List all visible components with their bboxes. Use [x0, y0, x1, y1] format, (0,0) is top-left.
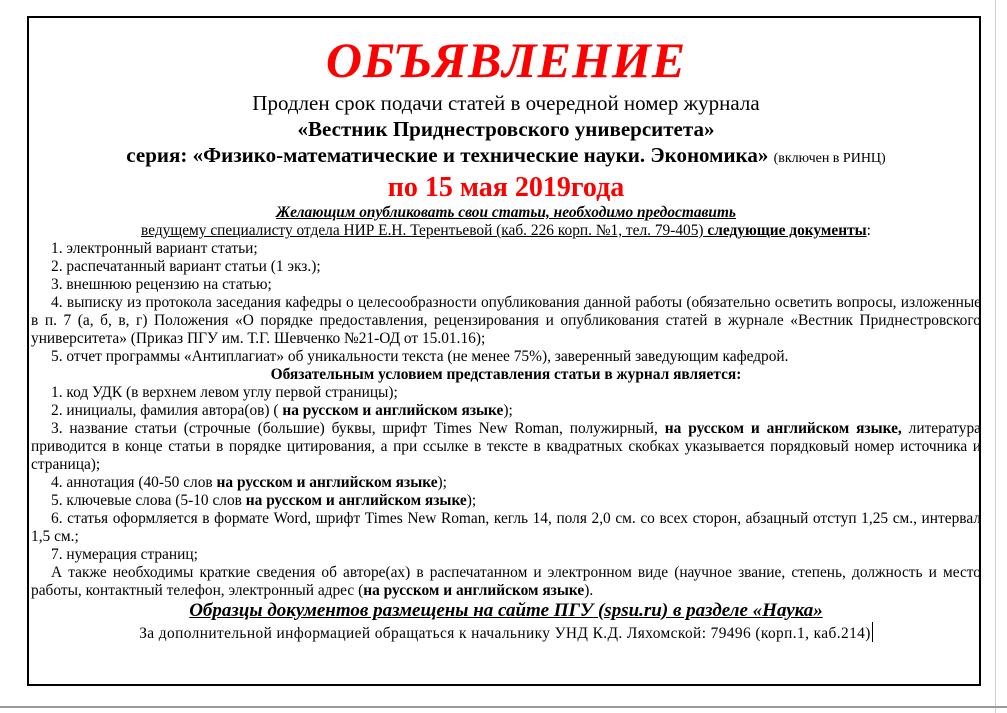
condition-item: 1. код УДК (в верхнем левом углу первой страницы); — [51, 384, 398, 401]
condition-item — [31, 420, 981, 474]
list-item: 4. выписку из протокола заседания кафедры о целесообразности опубликования данной работы (обязательно осветить вопросы, изложенные в п. 7 (а, б, в, г) Положения «О порядке предоставления, рецензирования и опубликования статей в журнале «Вестник Приднестровского университета» (Приказ ПГУ им. Т.Г. Шевченко №21-ОД от 15.01.16); — [31, 294, 981, 347]
condition-item — [31, 492, 981, 510]
series-name: серия: «Физико-математические и технические науки. Экономика» — [126, 143, 769, 167]
deadline: по 15 мая 2019года — [387, 172, 625, 203]
condition-lang: на русском и английском языке — [245, 492, 467, 509]
condition-text: 2. инициалы, фамилия автора(ов) ( — [51, 402, 283, 419]
condition-lang: на русском и английском языке — [282, 402, 504, 419]
list-item: 5. отчет программы «Антиплагиат» об уникальности текста (не менее 75%), заверенный заведующим кафедрой. — [51, 348, 789, 365]
requirements-addressee — [31, 222, 981, 240]
requirements-heading: Желающим опубликовать свои статьи, необходимо предоставить — [276, 204, 736, 221]
page-edge-right — [995, 0, 996, 713]
addressee-tail: следующие документы — [703, 222, 867, 239]
announcement-content — [31, 18, 981, 645]
samples-notice: Образцы документов размещены на сайте ПГУ (spsu.ru) в разделе «Наука» — [189, 600, 823, 621]
contact-text: За дополнительной информацией обращаться к начальнику УНД К.Д. Ляхомской: 79496 (корп.1, каб.214) — [139, 625, 871, 642]
additional-text: А также необходимы краткие сведения об авторе(ах) в распечатанном и электронном виде (научное звание, степень, должность и место работы, контактный телефон, электронный адрес ( — [31, 564, 981, 599]
addressee-text: ведущему специалисту отдела НИР Е.Н. Терентьевой (каб. 226 корп. №1, тел. 79-405) — [141, 222, 704, 239]
page-title: ОБЪЯВЛЕНИЕ — [325, 32, 687, 88]
series-note: (включен в РИНЦ) — [773, 151, 886, 166]
condition-text: 5. ключевые слова (5-10 слов — [51, 492, 246, 509]
condition-text: ); — [503, 402, 513, 419]
condition-text: литература приводится в конце статьи в порядке цитирования, а при ссылке в тексте в квадратных скобках указывается порядковый номер источника и страница); — [31, 420, 981, 473]
list-item: 2. распечатанный вариант статьи (1 экз.); — [51, 258, 321, 275]
addressee-colon: : — [866, 222, 871, 239]
condition-item — [31, 474, 981, 492]
journal-series — [31, 142, 981, 172]
condition-lang: на русском и английском языке — [216, 474, 438, 491]
list-item: 1. электронный вариант статьи; — [51, 240, 258, 257]
list-item: 3. внешнюю рецензию на статью; — [51, 276, 272, 293]
contact-info — [31, 622, 981, 645]
documents-list — [31, 240, 981, 294]
page-edge-bottom — [0, 706, 1007, 708]
additional-text: ). — [584, 582, 594, 599]
condition-text: 4. аннотация (40-50 слов — [51, 474, 217, 491]
condition-item — [31, 402, 981, 420]
text-cursor — [872, 622, 873, 642]
condition-lang: на русском и английском языке, — [664, 420, 902, 437]
additional-lang: на русском и английском языке — [363, 582, 585, 599]
condition-item: 7. нумерация страниц; — [51, 546, 198, 563]
conditions-heading: Обязательным условием представления статьи в журнал является: — [270, 366, 742, 383]
condition-item: 6. статья оформляется в формате Word, шрифт Times New Roman, кегль 14, поля 2,0 см. со всех сторон, абзацный отступ 1,25 см., интервал 1,5 см.; — [31, 510, 981, 545]
additional-info — [31, 564, 981, 600]
extension-subtitle: Продлен срок подачи статей в очередной номер журнала — [252, 91, 760, 115]
condition-text: 3. название статьи (строчные (большие) буквы, шрифт Times New Roman, полужирный, — [51, 420, 665, 437]
condition-text: ); — [437, 474, 447, 491]
condition-text: ); — [466, 492, 477, 509]
journal-name: «Вестник Приднестровского университета» — [297, 117, 715, 141]
